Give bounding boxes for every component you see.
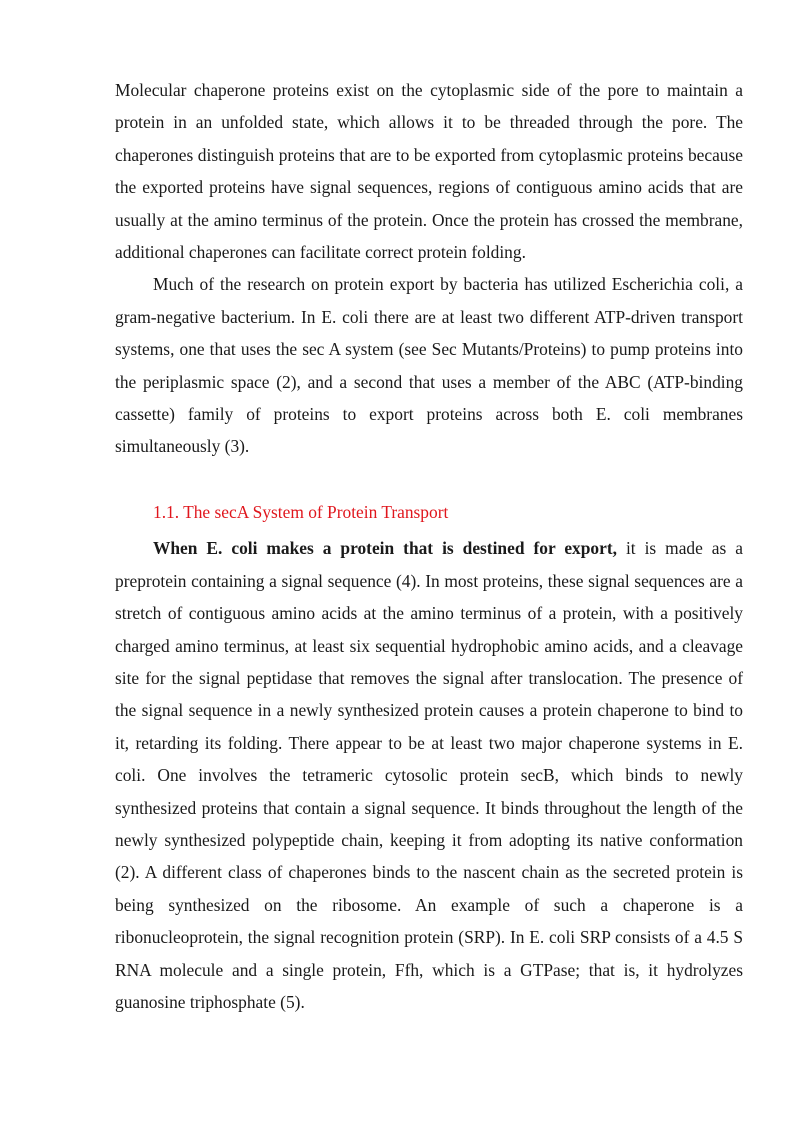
section-heading: 1.1. The secA System of Protein Transport: [153, 501, 449, 522]
paragraph-body: it is made as a preprotein containing a signal sequence (4). In most proteins, these signal sequences are a stretch of contiguous amino acids at the amino terminus of a protein, with a positively charged amino terminus, at least six sequential hydrophobic amino acids, and a cleavage site for the signal peptidase that removes the signal after translocation. The presence of the signal sequence in a newly synthesized protein causes a protein chaperone to bind to it, retarding its folding. There appear to be at least two major chaperone systems in E. coli. One involves the tetrameric cytosolic protein secB, which binds to newly synthesized proteins that contain a signal sequence. It binds throughout the length of the newly synthesized polypeptide chain, keeping it from adopting its native conformation (2). A different class of chaperones binds to the nascent chain as the secreted protein is being synthesized on the ribosome. An example of such a chaperone is a ribonucleoprotein, the signal recognition protein (SRP). In E. coli SRP consists of a 4.5 S RNA molecule and a single protein, Ffh, which is a GTPase; that is, it hydrolyzes guanosine triphosphate (5).: [115, 538, 743, 1012]
paragraph-chaperones: Molecular chaperone proteins exist on the cytoplasmic side of the pore to maintain a protein in an unfolded state, which allows it to be threaded through the pore. The chaperones distinguish proteins that are to be exported from cytoplasmic proteins because the exported proteins have signal sequences, regions of contiguous amino acids that are usually at the amino terminus of the protein. Once the protein has crossed the membrane, additional chaperones can facilitate correct protein folding.: [115, 80, 743, 263]
document-page: [115, 74, 743, 1018]
paragraph-lead-bold: When E. coli makes a protein that is destined for export,: [153, 538, 617, 559]
paragraph-protein-export: Much of the research on protein export by bacteria has utilized Escherichia coli, a gram-negative bacterium. In E. coli there are at least two different ATP-driven transport systems, one that uses the sec A system (see Sec Mutants/Proteins) to pump proteins into the periplasmic space (2), and a second that uses a member of the ABC (ATP-binding cassette) family of proteins to export proteins across both E. coli membranes simultaneously (3).: [115, 274, 743, 457]
paragraph-seca-system: [115, 532, 743, 1018]
